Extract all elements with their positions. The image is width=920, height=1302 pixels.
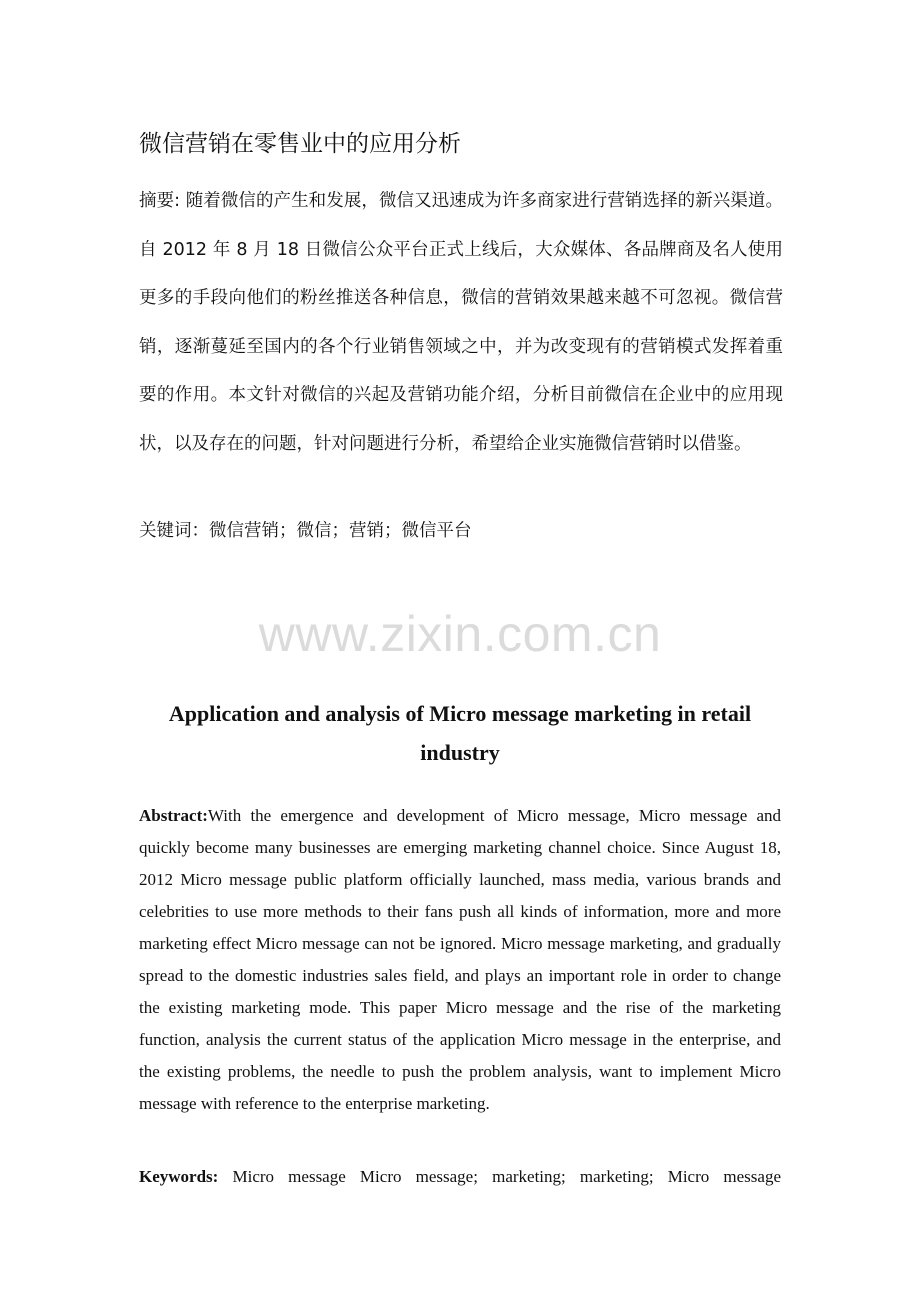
chinese-keywords: [139, 515, 783, 547]
english-abstract-text: With the emergence and development of Micro message, Micro message and quickly become many businesses are emerging marketing channel choice. Since August 18, 2012 Micro message public platform officially launched, mass media, various brands and celebrities to use more methods to their fans push all kinds of information, more and more marketing effect Micro message can not be ignored. Micro message marketing, and gradually spread to the domestic industries sales field, and plays an important role in order to change the existing marketing mode. This paper Micro message and the rise of the marketing function, analysis the current status of the application Micro message in the enterprise, and the existing problems, the needle to push the problem analysis, want to implement Micro message with reference to the enterprise marketing.: [139, 806, 781, 1113]
english-keywords-label: Keywords:: [139, 1167, 219, 1186]
watermark: www.zixin.com.cn: [258, 606, 662, 662]
chinese-keywords-label: 关键词：: [139, 521, 209, 541]
english-abstract: [139, 800, 781, 1120]
english-keywords-text: Micro message Micro message; marketing; marketing; Micro message: [232, 1167, 781, 1186]
english-title: Application and analysis of Micro message marketing in retail industry: [168, 701, 752, 765]
chinese-title: 微信营销在零售业中的应用分析: [139, 131, 461, 157]
chinese-abstract-text: 随着微信的产生和发展，微信又迅速成为许多商家进行营销选择的新兴渠道。自 2012 年 8 月 18 日微信公众平台正式上线后，大众媒体、各品牌商及名人使用更多的手段向他们的粉丝推送各种信息，微信的营销效果越来越不可忽视。微信营销，逐渐蔓延至国内的各个行业销售领域之中，并为改变现有的营销模式发挥着重要的作用。本文针对微信的兴起及营销功能介绍，分析目前微信在企业中的应用现状，以及存在的问题，针对问题进行分析，希望给企业实施微信营销时以借鉴。: [139, 191, 783, 454]
chinese-keywords-text: 微信营销；微信；营销；微信平台: [209, 521, 472, 541]
english-abstract-label: Abstract:: [139, 806, 208, 825]
chinese-abstract-label: 摘要:: [139, 191, 181, 211]
chinese-abstract: [139, 177, 783, 468]
english-keywords: [139, 1161, 781, 1193]
